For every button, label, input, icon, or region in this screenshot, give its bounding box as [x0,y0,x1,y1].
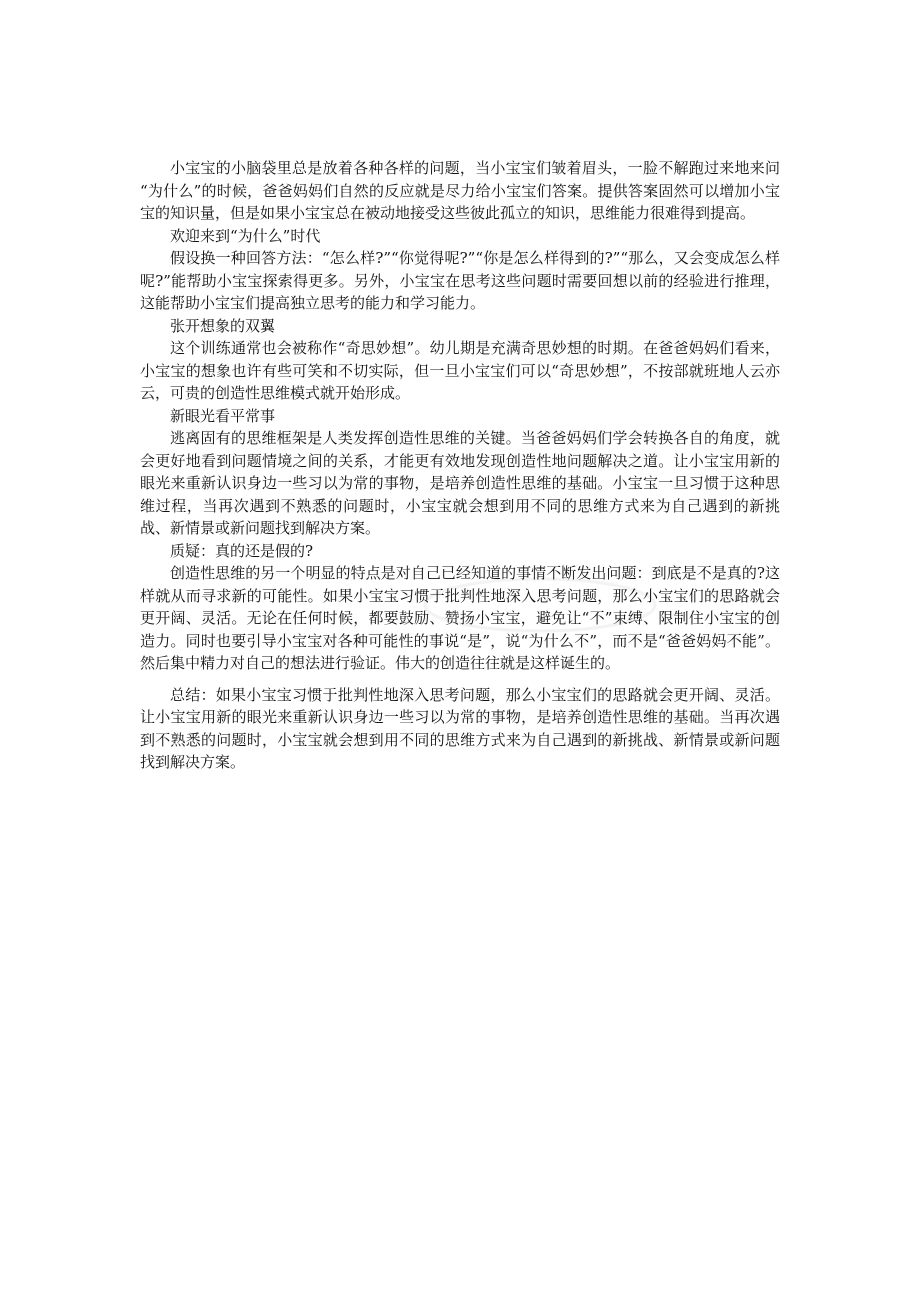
section-heading-imagination: 张开想象的双翼 [170,316,276,335]
imagination-paragraph: 这个训练通常也会被称作“奇思妙想”。幼儿期是充满奇思妙想的时期。在爸爸妈妈们看来，小宝宝的想象也许有些可笑和不切实际，但一旦小宝宝们可以“奇思妙想”，不按部就班地人云亦云，可贵的创造性思维模式就开始形成。 [140,339,780,402]
document-body [140,157,780,774]
why-era-paragraph: 假设换一种回答方法：“怎么样?”“你觉得呢?”“你是怎么样得到的?”“那么，又会变成怎么样呢?”能帮助小宝宝探索得更多。另外，小宝宝在思考这些问题时需要回想以前的经验进行推理，这能帮助小宝宝们提高独立思考的能力和学习能力。 [140,249,780,312]
section-heading-new-perspective: 新眼光看平常事 [170,406,276,425]
new-perspective-paragraph: 逃离固有的思维框架是人类发挥创造性思维的关键。当爸爸妈妈们学会转换各自的角度，就会更好地看到问题情境之间的关系，才能更有效地发现创造性地问题解决之道。让小宝宝用新的眼光来重新认识身边一些习以为常的事物，是培养创造性思维的基础。小宝宝一旦习惯于这种思维过程，当再次遇到不熟悉的问题时，小宝宝就会想到用不同的思维方式来为自己遇到的新挑战、新情景或新问题找到解决方案。 [140,429,780,537]
section-heading-question: 质疑：真的还是假的? [170,541,314,560]
intro-paragraph: 小宝宝的小脑袋里总是放着各种各样的问题，当小宝宝们皱着眉头，一脸不解跑过来地来问 “为什么”的时候，爸爸妈妈们自然的反应就是尽力给小宝宝们答案。提供答案固然可以增加小宝宝的知识量，但是如果小宝宝总在被动地接受这些彼此孤立的知识，思维能力很难得到提高。 [140,159,780,222]
question-paragraph: 创造性思维的另一个明显的特点是对自己已经知道的事情不断发出问题：到底是不是真的?这样就从而寻求新的可能性。如果小宝宝习惯于批判性地深入思考问题，那么小宝宝们的思路就会更开阔、灵活。无论在任何时候，都要鼓励、赞扬小宝宝，避免让“不”束缚、限制住小宝宝的创造力。同时也要引导小宝宝对各种可能性的事说“是”，说“为什么不”，而不是“爸爸妈妈不能”。然后集中精力对自己的想法进行验证。伟大的创造往往就是这样诞生的。 [140,564,780,672]
summary-paragraph: 总结：如果小宝宝习惯于批判性地深入思考问题，那么小宝宝们的思路就会更开阔、灵活。让小宝宝用新的眼光来重新认识身边一些习以为常的事物，是培养创造性思维的基础。当再次遇到不熟悉的问题时，小宝宝就会想到用不同的思维方式来为自己遇到的新挑战、新情景或新问题找到解决方案。 [140,685,780,771]
section-heading-why-era: 欢迎来到“为什么”时代 [170,226,321,245]
